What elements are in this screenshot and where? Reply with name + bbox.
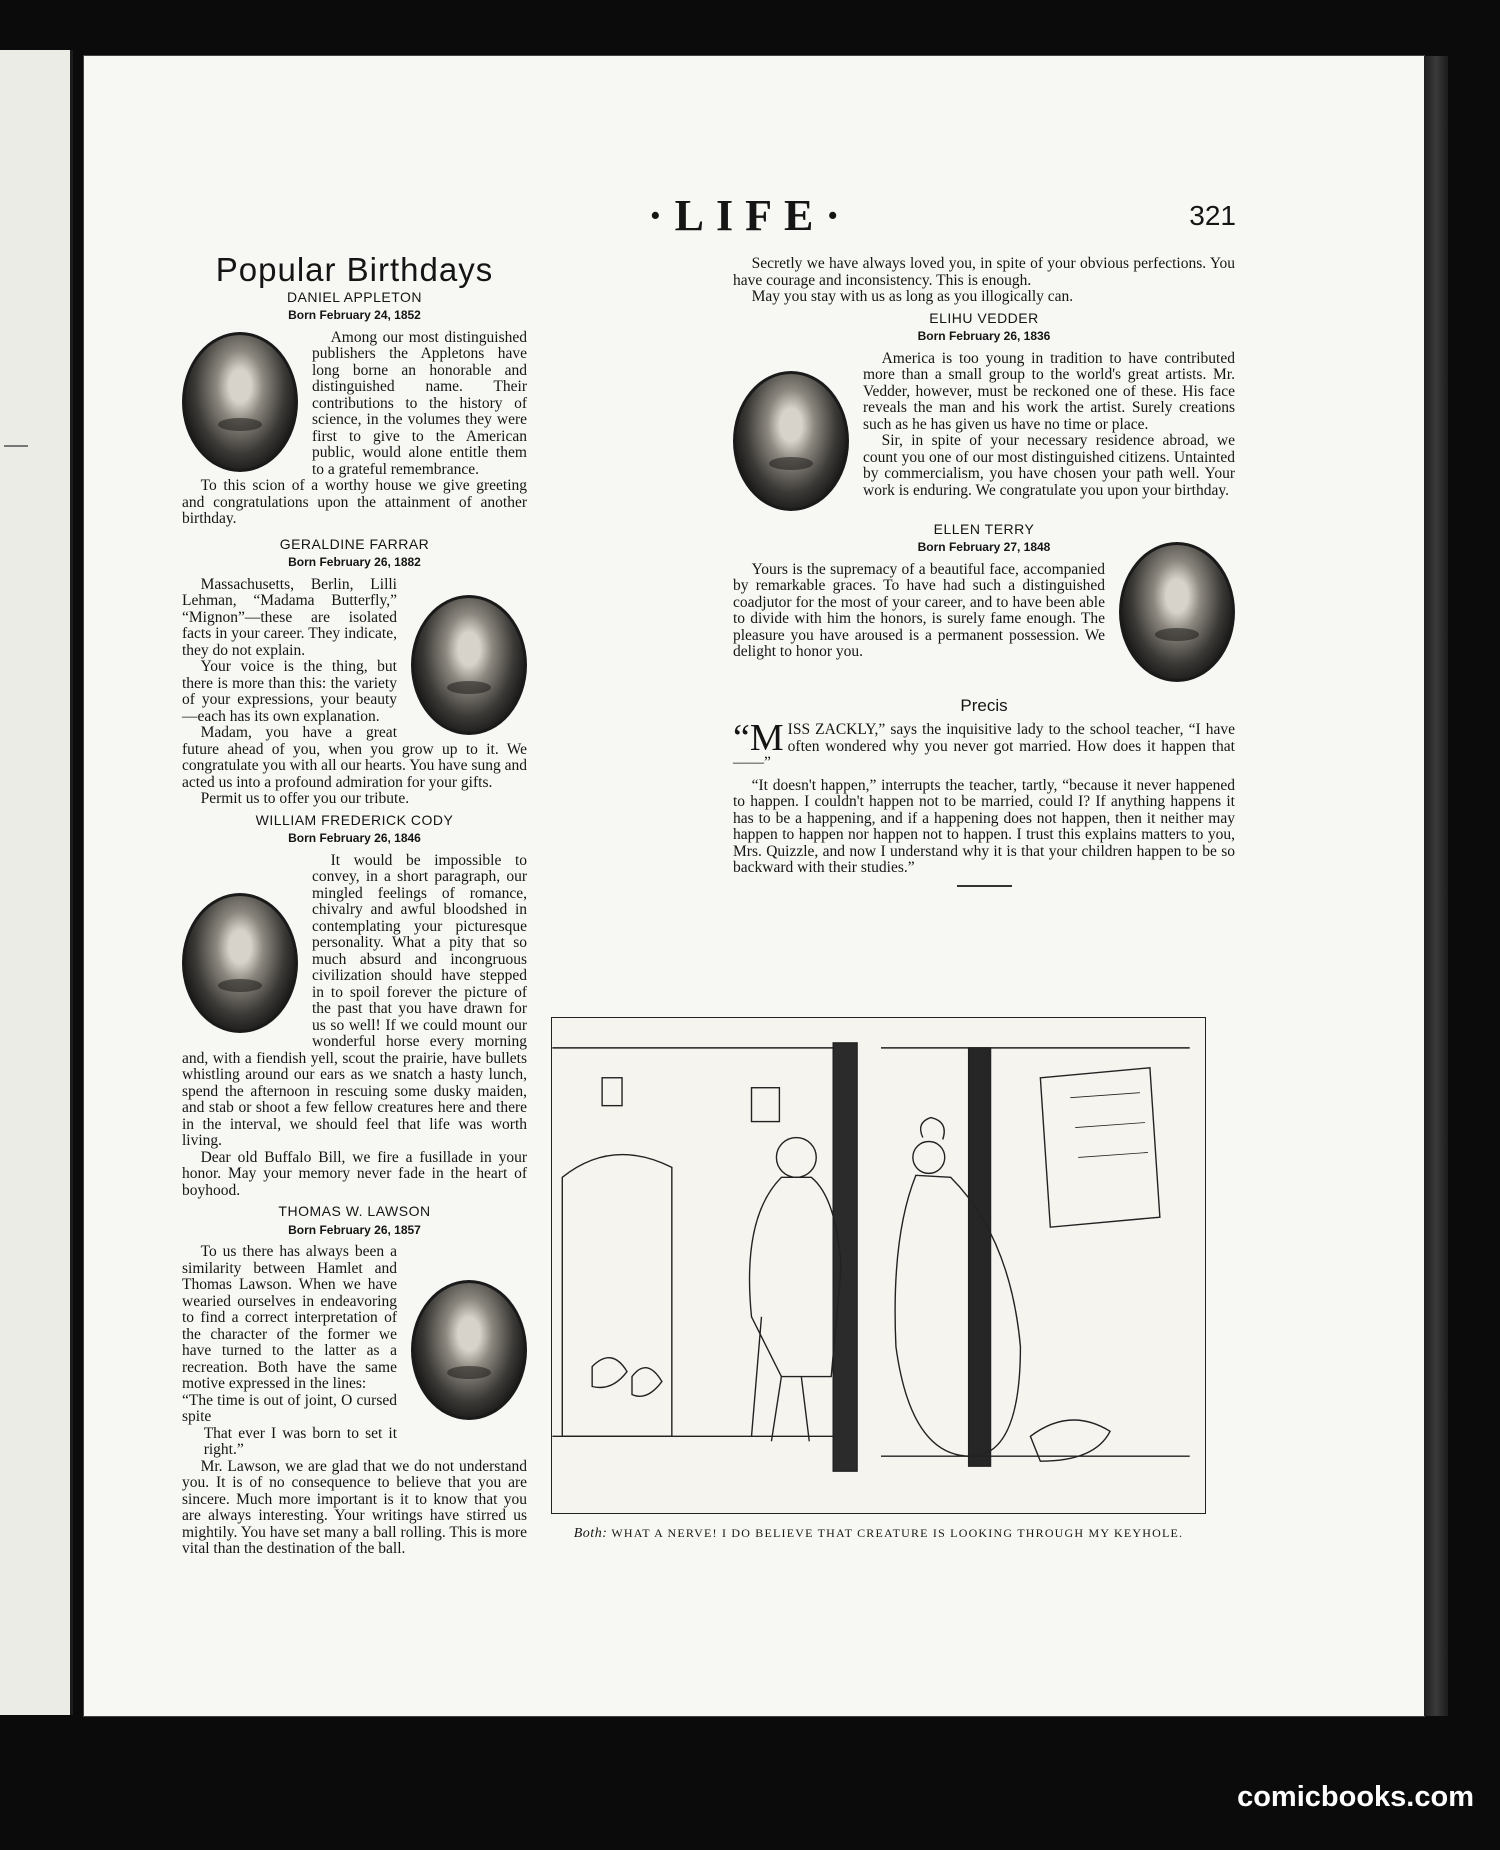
page-number: 321 xyxy=(1189,200,1236,231)
entry-paragraph: Mr. Lawson, we are glad that we do not understand you. It is of no consequence to believe that you are sincere. Much more important is it to know that you are always interesting. Your writings have stirred us mightily. You have set many a ball rolling. This is more vital than the destination of the ball. xyxy=(182,1457,527,1557)
section-rule xyxy=(957,885,1012,887)
entry-born-date: Born February 26, 1857 xyxy=(288,1222,421,1237)
entry-lawson xyxy=(182,1203,527,1558)
right-column xyxy=(733,256,1235,887)
entry-paragraph: Secretly we have always loved you, in spite of your obvious perfections. You have courage and inconsistency. This is enough. xyxy=(733,255,1235,289)
entry-paragraph: It would be impossible to convey, in a short paragraph, our mingled feelings of romance, chivalry and awful bloodshed in contemplating your picturesque personality. What a pity that so much absurd and incongruous civilization should have stepped in to spoil forever the picture of the past that you have drawn for us so well! If we could mount our wonderful horse every morning and, with a fiendish yell, scout the prairie, have bullets whistling around our ears as we snatch a hasty lunch, spend the afternoon in rescuing some dusky maiden, and stab or shoot a few fellow creatures here and there in the interval, we should feel that life was worth living. xyxy=(182,851,527,1149)
verse-line: “The time is out of joint, O cursed spite xyxy=(182,1391,397,1425)
masthead: ·LIFE· xyxy=(647,191,853,240)
precis-text: ISS ZACKLY,” says the inquisitive lady to the school teacher, “I have often wondered why you never got married. How does it happen that——” xyxy=(733,721,1235,771)
entry-terry xyxy=(733,521,1235,688)
caption-text: WHAT A NERVE! I DO BELIEVE THAT CREATURE IS LOOKING THROUGH MY KEYHOLE. xyxy=(611,1526,1184,1540)
entry-paragraph: To this scion of a worthy house we give greeting and congratulations upon the attainment of another birthday. xyxy=(182,477,527,527)
portrait-farrar xyxy=(411,595,527,735)
entry-born-date: Born February 26, 1836 xyxy=(917,329,1051,343)
entry-born-date: Born February 26, 1846 xyxy=(288,831,421,845)
entry-paragraph: May you stay with us as long as you illogically can. xyxy=(751,288,1074,305)
site-watermark: comicbooks.com xyxy=(1237,1781,1474,1813)
portrait-appleton xyxy=(182,332,298,472)
feature-title: Popular Birthdays xyxy=(215,251,494,288)
cartoon-illustration xyxy=(551,1017,1206,1514)
precis-paragraph xyxy=(733,717,1235,772)
entry-farrar xyxy=(182,536,527,808)
facing-page-edge xyxy=(0,50,73,1715)
portrait-vedder xyxy=(733,371,849,511)
entry-paragraph: Madam, you have a great future ahead of you, when you grow up to it. We congratulate you with all our hearts. You have sung and acted us into a profound admiration for your gifts. xyxy=(182,724,527,791)
entry-paragraph: Your voice is the thing, but there is more than this: the variety of your expressions, your beauty—each has its own explanation. xyxy=(182,658,397,725)
entry-name: ELIHU VEDDER xyxy=(929,309,1039,326)
entry-name: THOMAS W. LAWSON xyxy=(278,1203,431,1219)
cartoon-caption xyxy=(551,1524,1206,1543)
caption-speaker: Both: xyxy=(573,1526,608,1541)
entry-born-date: Born February 27, 1848 xyxy=(917,540,1051,554)
precis-paragraph: “It doesn't happen,” interrupts the teacher, tartly, “because it never happened to happen. I couldn't happen not to be married, could I? If anything happens it has to be a happening, and if a happening does not happen, then it neither may happen to happen nor happen not to happen. I trust this explains matters to you, Mrs. Quizzle, and now I understand why it is that your children happen to be so backward with their studies.” xyxy=(733,776,1235,876)
drop-cap: “M xyxy=(733,717,784,759)
entry-paragraph: To us there has always been a similarity between Hamlet and Thomas Lawson. When we have wearied ourselves in endeavoring to find a correct interpretation of the character of the former we have turned to the latter as a recreation. Both have the same motive expressed in the lines: xyxy=(182,1243,397,1392)
entry-born-date: Born February 24, 1852 xyxy=(288,308,421,322)
entry-paragraph: Massachusetts, Berlin, Lilli Lehman, “Madama Butterfly,” “Mignon”—these are isolated facts in your career. They indicate, they do not explain. xyxy=(182,575,397,659)
entry-paragraph: Dear old Buffalo Bill, we fire a fusillade in your honor. May your memory never fade in the heart of boyhood. xyxy=(182,1148,527,1199)
entry-paragraph: Permit us to offer you our tribute. xyxy=(200,790,410,807)
entry-vedder xyxy=(733,310,1235,517)
precis-title: Precis xyxy=(960,695,1008,715)
entry-cody xyxy=(182,812,527,1200)
entry-name: GERALDINE FARRAR xyxy=(279,535,430,552)
entry-paragraph: Among our most distinguished publishers the Appletons have long borne an honorable and distinguished name. Their contributions to the history of science, in the volumes they were first to give to the American public, would alone entitle them to a grateful remembrance. xyxy=(312,328,527,478)
precis-section xyxy=(733,695,1235,887)
verse-line: That ever I was born to set it right.” xyxy=(203,1424,397,1458)
book-binding xyxy=(1424,56,1448,1716)
entry-born-date: Born February 26, 1882 xyxy=(288,555,421,569)
facing-page-mark xyxy=(4,445,28,447)
portrait-cody xyxy=(182,893,298,1033)
entry-appleton xyxy=(182,289,527,528)
portrait-terry xyxy=(1119,542,1235,682)
entry-paragraph: America is too young in tradition to have contributed more than a small group to the world's great artists. Mr. Vedder, however, must be reckoned one of these. His face reveals the man and his work the artist. Surely creations such as he has given us have no time or place. xyxy=(863,349,1235,433)
entry-name: DANIEL APPLETON xyxy=(286,288,423,305)
portrait-lawson xyxy=(411,1280,527,1420)
left-column xyxy=(182,251,527,1558)
entry-paragraph: Yours is the supremacy of a beautiful face, accompanied by remarkable graces. To have had such a distinguished coadjutor for the most of your career, and to have been able to divide with him the honors, is surely fame enough. The pleasure you have aroused is a permanent possession. We delight to honor you. xyxy=(733,560,1105,660)
cartoon-drawing xyxy=(552,1018,1205,1513)
entry-paragraph: Sir, in spite of your necessary residence abroad, we count you one of our most distinguished citizens. Untainted by commercialism, you have chosen your path well. Your work is enduring. We congratulate you upon your birthday. xyxy=(863,432,1235,499)
entry-name: WILLIAM FREDERICK CODY xyxy=(255,811,454,828)
entry-name: ELLEN TERRY xyxy=(933,520,1035,537)
